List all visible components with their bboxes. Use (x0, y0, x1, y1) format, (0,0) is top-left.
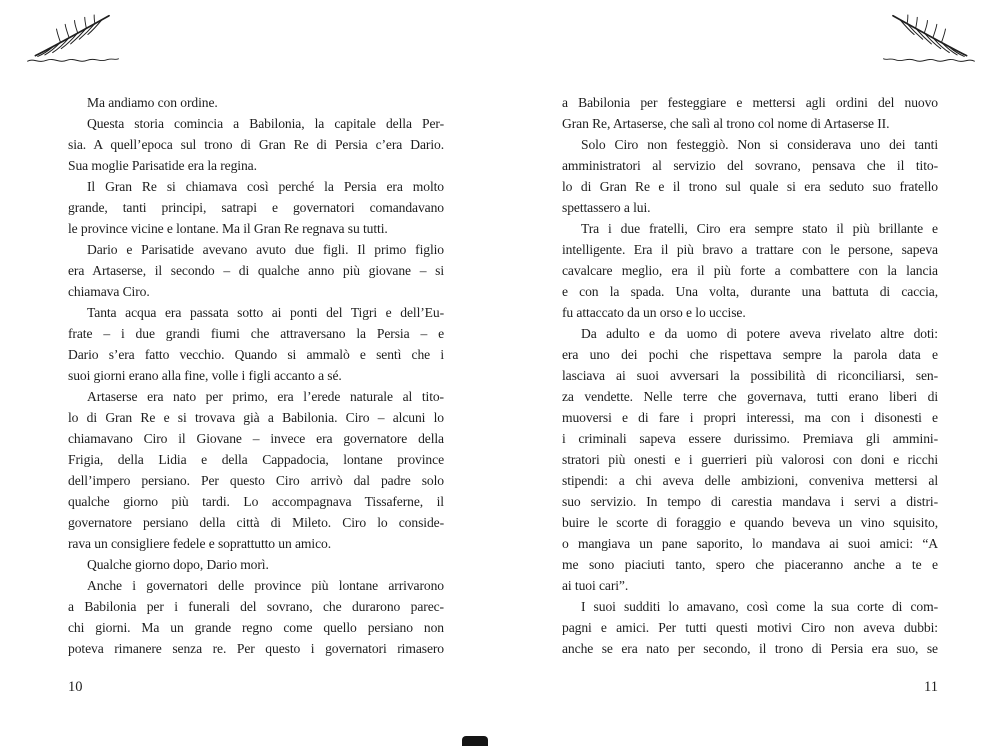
text-line: e con la spada. Una volta, durante una battuta di caccia, (562, 284, 938, 299)
text-line: lo di Gran Re e il trono sul quale si era seduto suo fratello (562, 179, 938, 194)
bottom-ornament (462, 736, 488, 746)
text-line: a Babilonia per festeggiare e mettersi agli ordini del nuovo (562, 95, 938, 110)
quill-feather-icon-right (882, 10, 976, 70)
page-number-right: 11 (924, 679, 938, 695)
text-line: qualche giorno più tardi. Lo accompagnava Tissaferne, il (68, 494, 444, 509)
text-line: Ma andiamo con ordine. (87, 95, 218, 110)
text-line: Il Gran Re si chiamava così perché la Persia era molto (87, 179, 444, 194)
text-line: Da adulto e da uomo di potere aveva rivelato altre doti: (581, 326, 938, 341)
text-line: Sua moglie Parisatide era la regina. (68, 158, 257, 173)
text-line: o mangiava un pane saporito, lo mandava ai suoi amici: “A (562, 536, 938, 551)
text-line: chiamavano Ciro il Giovane – invece era governatore della (68, 431, 444, 446)
text-line: Dario s’era fatto vecchio. Quando si ammalò e sentì che i (68, 347, 444, 362)
text-line: sia. A quell’epoca sul trono di Gran Re di Persia c’era Dario. (68, 137, 444, 152)
text-line: suoi giorni erano alla fine, volle i figli accanto a sé. (68, 368, 342, 383)
text-line: grande, tanti principi, satrapi e governatori comandavano (68, 200, 444, 215)
text-line: dell’impero persiano. Per questo Ciro arrivò dal padre solo (68, 473, 444, 488)
text-line: Qualche giorno dopo, Dario morì. (87, 557, 269, 572)
text-line: spettassero a lui. (562, 200, 651, 215)
text-line: lo di Gran Re e si trovava già a Babilonia. Ciro – alcuni lo (68, 410, 444, 425)
text-line: Frigia, della Lidia e della Cappadocia, lontane province (68, 452, 444, 467)
text-line: Solo Ciro non festeggiò. Non si considerava uno dei tanti (581, 137, 938, 152)
text-line: Anche i governatori delle province più lontane arrivarono (87, 578, 444, 593)
text-line: Dario e Parisatide avevano avuto due figli. Il primo figlio (87, 242, 444, 257)
text-line: buire le scorte di foraggio e quando beveva un vino squisito, (562, 515, 938, 530)
text-line: muoversi e di fare i propri interessi, ma con i disonesti e (562, 410, 938, 425)
text-line: stratori più onesti e i guerrieri più valorosi con doni e ricchi (562, 452, 938, 467)
text-line: fu attaccato da un orso e lo uccise. (562, 305, 746, 320)
text-line: Artaserse era nato per primo, era l’erede naturale al tito- (87, 389, 444, 404)
quill-feather-icon (882, 10, 976, 70)
text-line: Questa storia comincia a Babilonia, la capitale della Per- (87, 116, 444, 131)
text-line: governatore persiano della città di Mileto. Ciro lo conside- (68, 515, 444, 530)
text-line: poteva rimanere senza re. Per questo i governatori rimasero (68, 641, 444, 656)
text-line: chiamava Ciro. (68, 284, 150, 299)
text-line: lasciava ai suoi avversari la possibilità di riconciliarsi, sen- (562, 368, 938, 383)
text-line: Gran Re, Artaserse, che salì al trono col nome di Artaserse II. (562, 116, 890, 131)
text-line: pagni e amici. Per tutti questi motivi Ciro non aveva dubbi: (562, 620, 938, 635)
text-line: ai tuoi cari”. (562, 578, 629, 593)
page-left-text (68, 92, 444, 659)
text-line: i criminali sapeva essere durissimo. Premiava gli ammini- (562, 431, 938, 446)
text-line: le province vicine e lontane. Ma il Gran Re regnava su tutti. (68, 221, 388, 236)
page-right-text (562, 92, 938, 659)
text-line: stipendi: a chi aveva delle ambizioni, conveniva mettersi al (562, 473, 938, 488)
page-number-left: 10 (68, 679, 83, 695)
text-line: intelligente. Era il più bravo a trattare con le persone, sapeva (562, 242, 938, 257)
quill-feather-icon-left (26, 10, 120, 70)
text-line: amministratori al servizio del sovrano, pensava che il tito- (562, 158, 938, 173)
text-line: era Artaserse, il secondo – di qualche anno più giovane – si (68, 263, 444, 278)
text-line: me sono piaciuti tanto, spero che piaceranno anche a te e (562, 557, 938, 572)
text-line: era uno dei pochi che rispettava sempre la parola data e (562, 347, 938, 362)
text-line: chi giorni. Ma un grande regno come quello persiano non (68, 620, 444, 635)
text-line: I suoi sudditi lo amavano, così come la sua corte di com- (581, 599, 938, 614)
text-line: frate – i due grandi fiumi che attraversano la Persia – e (68, 326, 444, 341)
text-line: suo servizio. In tempo di carestia mandava i servi a distri- (562, 494, 938, 509)
quill-feather-icon (26, 10, 120, 70)
text-line: anche se era nato per secondo, il trono di Persia era suo, se (562, 641, 938, 656)
text-line: rava un consigliere fedele e soprattutto un amico. (68, 536, 331, 551)
text-line: a Babilonia per i funerali del sovrano, che durarono parec- (68, 599, 444, 614)
text-line: Tanta acqua era passata sotto ai ponti del Tigri e dell’Eu- (87, 305, 444, 320)
text-line: za vendette. Nelle terre che governava, tutti erano liberi di (562, 389, 938, 404)
text-line: Tra i due fratelli, Ciro era sempre stato il più brillante e (581, 221, 938, 236)
text-line: cavalcare meglio, era il più forte a combattere con la lancia (562, 263, 938, 278)
